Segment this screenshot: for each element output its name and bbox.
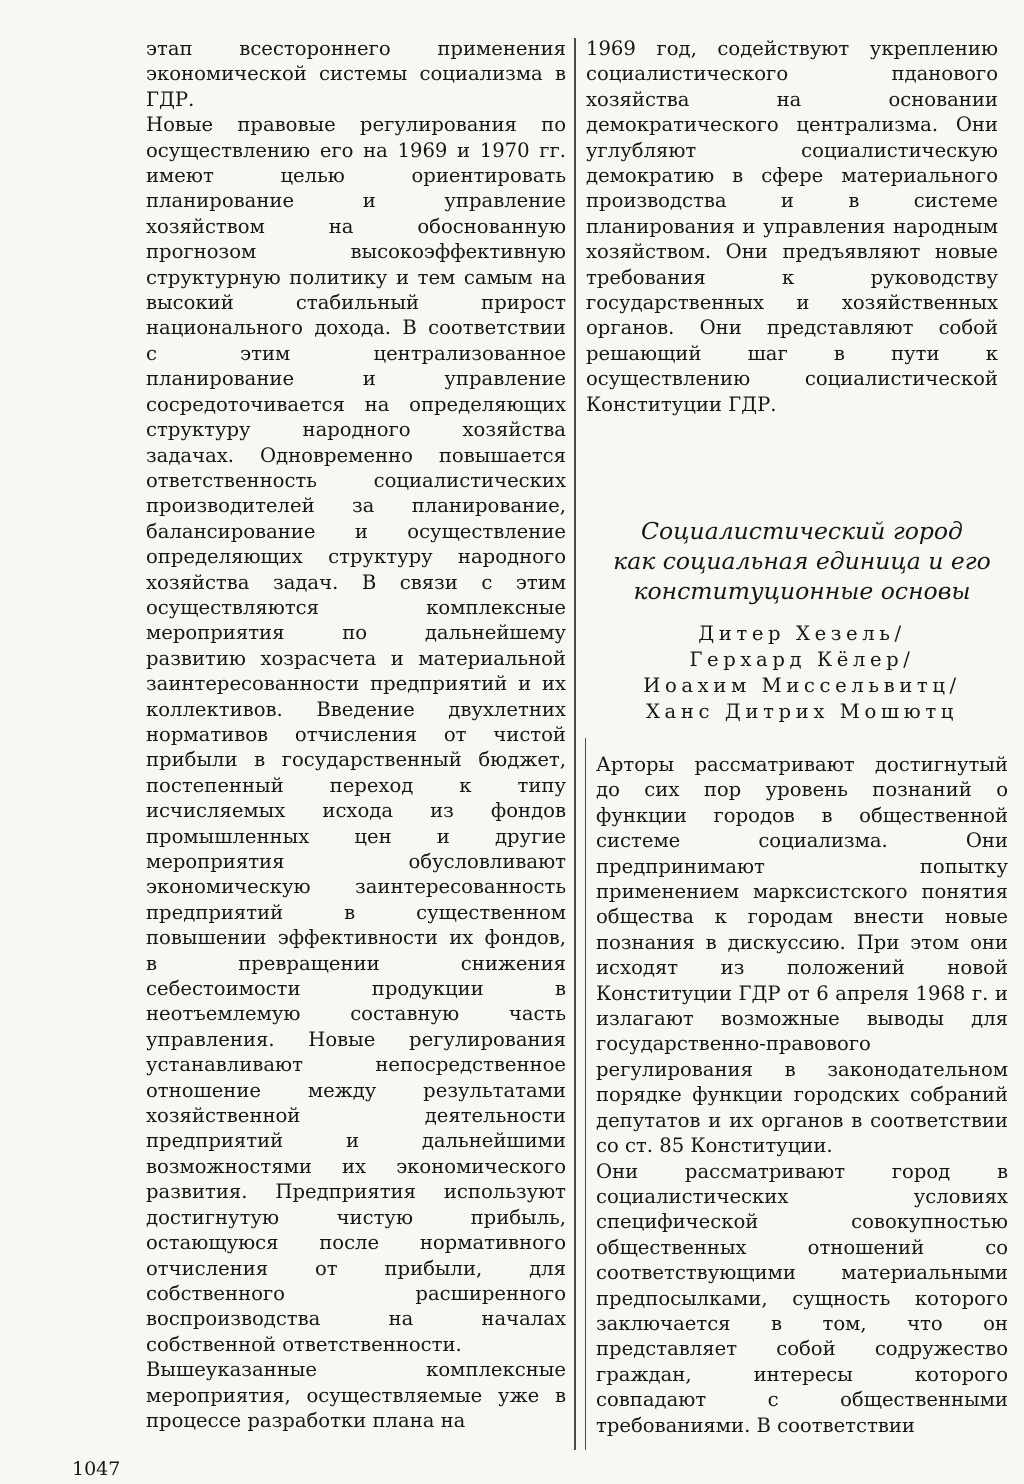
left-paragraph-3: Вышеуказанные комплексные мероприятия, осуществляемые уже в процессе разработки плана на [146, 1358, 566, 1432]
column-divider-lower [585, 738, 586, 1450]
author-4: Ханс Дитрих Мошютц [646, 700, 958, 723]
article-authors [596, 621, 1008, 725]
right-top-paragraph-1: 1969 год, содействуют укреплению социалистического пданового хозяйства на основании демократического централизма. Они углубляют социалистическую демократию в сфере материального производства и в системе планирования и управления народным хозяйством. Они предъявляют новые требования к руководству государственных и хозяйственных органов. Они представляют собой решающий шаг в пути к осуществлению социалистической Конституции ГДР. [586, 37, 998, 416]
article-title-line-2: как социальная единица и его [613, 547, 991, 575]
left-paragraph-1: этап всестороннего применения экономической системы социализма в ГДР. [146, 37, 566, 111]
article-title-line-3: конституционные основы [633, 577, 971, 605]
left-column [146, 36, 566, 1433]
abstract-paragraph-1: Арторы рассматривают достигнутый до сих пор уровень познаний о функции городов в общественной системе социализма. Они предпринимают попытку применением марксистского понятия общества к городам внести новые познания в дискуссию. При этом они исходят из положений новой Конституции ГДР от 6 апреля 1968 г. и излагают возможные выводы для государственно-правового регулирования в законодательном порядке функции городских собраний депутатов и их органов в соответствии со ст. 85 Конституции. [596, 753, 1008, 1158]
article-title-line-1: Социалистический город [641, 517, 963, 545]
author-3: Иоахим Миссельвитц/ [643, 674, 961, 697]
article-title [596, 516, 1008, 606]
left-paragraph-2: Новые правовые регулирования по осуществлению его на 1969 и 1970 гг. имеют целью ориентировать планирование и управление хозяйством на обоснованную прогнозом высокоэффективную структурную политику и тем самым на высокий стабильный прирост национального дохода. В соответствии с этим централизованное планирование и управление сосредоточивается на определяющих структуру народного хозяйства задачах. Одновременно повышается ответственность социалистических производителей за планирование, балансирование и осуществление определяющих структуру народного хозяйства задач. В связи с этим осуществляются комплексные мероприятия по дальнейшему развитию хозрасчета и материальной заинтересованности предприятий и их коллективов. Введение двухлетних нормативов отчисления от чистой прибыли в государственный бюджет, постепенный переход к типу исчисляемых исхода из фондов промышленных цен и другие мероприятия обусловливают экономическую заинтересованность предприятий в существенном повышении эффективности их фондов, в превращении снижения себестоимости продукции в неотъемлемую составную часть управления. Новые регулирования устанавливают непосредственное отношение между результатами хозяйственной деятельности предприятий и дальнейшими возможностями их экономического развития. Предприятия используют достигнутую чистую прибыль, остающуюся после нормативного отчисления от прибыли, для собственного расширенного воспроизводства на началах собственной ответственности. [146, 113, 566, 1356]
abstract-paragraph-2: Они рассматривают город в социалистических условиях специфической совокупностью общественных отношений со соответствующими материальными предпосылками, сущность которого заключается в том, что он представляет собой содружество граждан, интересы которого совпадают с общественными требованиями. В соответствии [596, 1159, 1008, 1437]
article-abstract [596, 752, 1008, 1438]
author-2: Герхард Кёлер/ [689, 648, 915, 671]
right-column-top [586, 36, 998, 417]
column-divider [574, 38, 576, 1450]
page-number: 1047 [72, 1458, 121, 1480]
author-1: Дитер Хезель/ [698, 622, 906, 645]
